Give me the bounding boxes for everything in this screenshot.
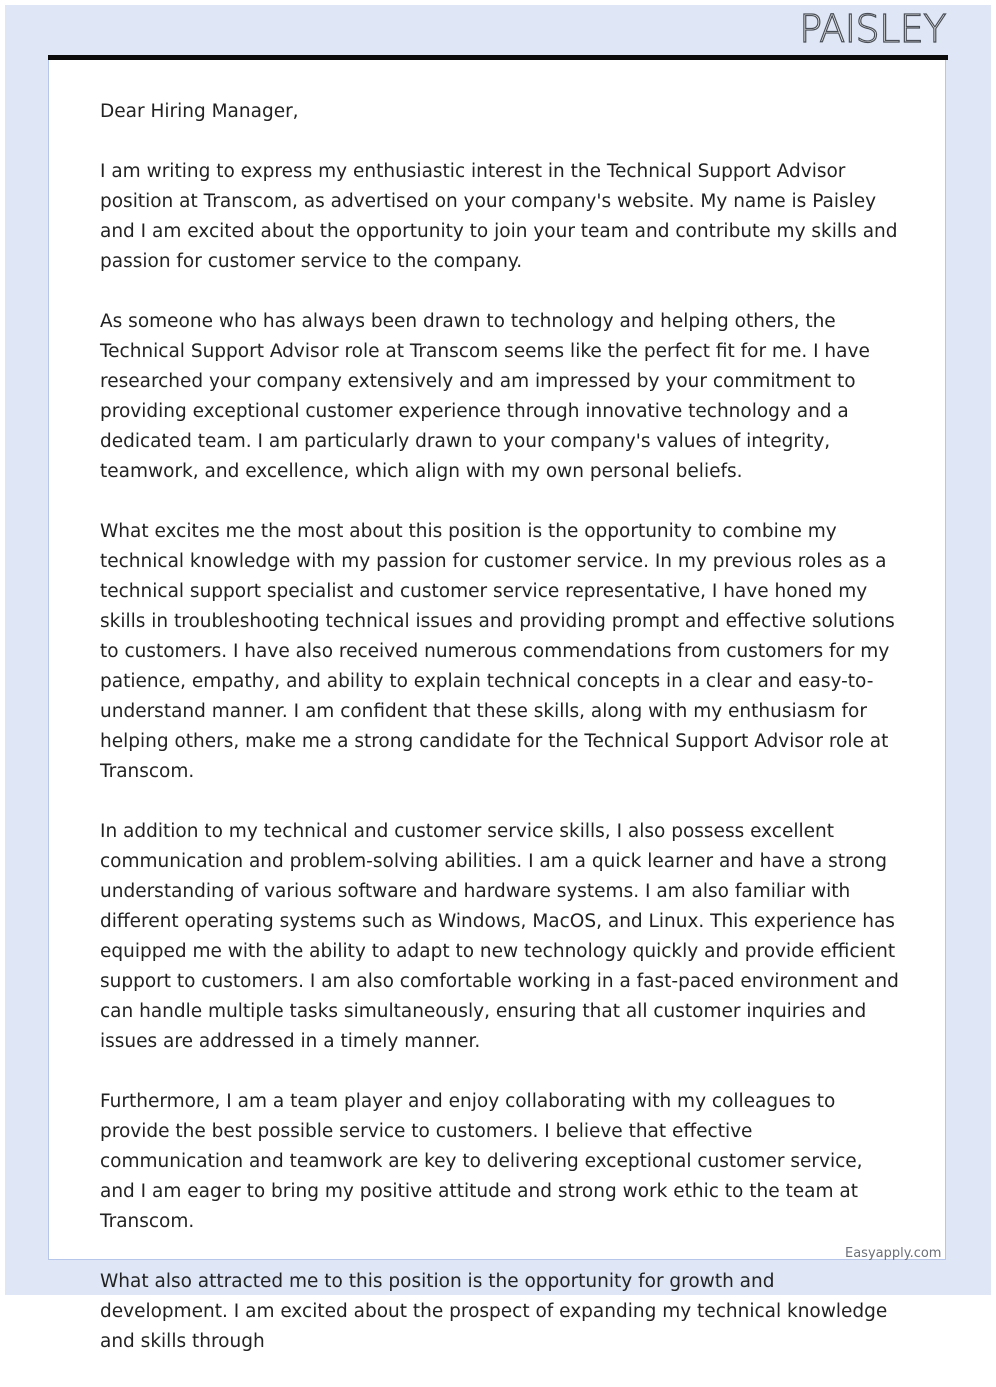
letter-paragraph-5: Furthermore, I am a team player and enjoy collaborating with my colleagues to provide the best possible service to customers. I believe that effective communication and teamwork are key to delivering exceptional customer service, and I am eager to bring my positive attitude and strong work ethic to the team at Transcom.: [100, 1091, 863, 1232]
letter-paragraph-3: What excites me the most about this position is the opportunity to combine my technical knowledge with my passion for customer service. In my previous roles as a technical support specialist and customer service representative, I have honed my skills in troubleshooting technical issues and providing prompt and effective solutions to customers. I have also received numerous commendations from customers for my patience, empathy, and ability to explain technical concepts in a clear and easy-to-understand manner. I am confident that these skills, along with my enthusiasm for helping others, make me a strong candidate for the Technical Support Advisor role at Transcom.: [100, 521, 895, 782]
letter-paragraph-1: I am writing to express my enthusiastic interest in the Technical Support Advisor position at Transcom, as advertised on your company's website. My name is Paisley and I am excited about the opportunity to join your team and contribute my skills and passion for customer service to the company.: [100, 161, 898, 272]
watermark-text: Easyapply.com: [845, 1246, 942, 1261]
letter-paragraph-6: What also attracted me to this position is the opportunity for growth and development. I am excited about the prospect of expanding my technical knowledge and skills through: [100, 1271, 888, 1352]
applicant-name-heading: PAISLEY: [799, 7, 946, 51]
cover-letter-body: [100, 97, 900, 1387]
letter-paragraph-4: In addition to my technical and customer service skills, I also possess excellent communication and problem-solving abilities. I am a quick learner and have a strong understanding of various software and hardware systems. I am also familiar with different operating systems such as Windows, MacOS, and Linux. This experience has equipped me with the ability to adapt to new technology quickly and provide efficient support to customers. I am also comfortable working in a fast-paced environment and can handle multiple tasks simultaneously, ensuring that all customer inquiries and issues are addressed in a timely manner.: [100, 821, 899, 1052]
salutation: Dear Hiring Manager,: [100, 101, 299, 122]
letter-paragraph-2: As someone who has always been drawn to technology and helping others, the Technical Support Advisor role at Transcom seems like the perfect fit for me. I have researched your company extensively and am impressed by your commitment to providing exceptional customer experience through innovative technology and a dedicated team. I am particularly drawn to your company's values of integrity, teamwork, and excellence, which align with my own personal beliefs.: [100, 311, 870, 482]
